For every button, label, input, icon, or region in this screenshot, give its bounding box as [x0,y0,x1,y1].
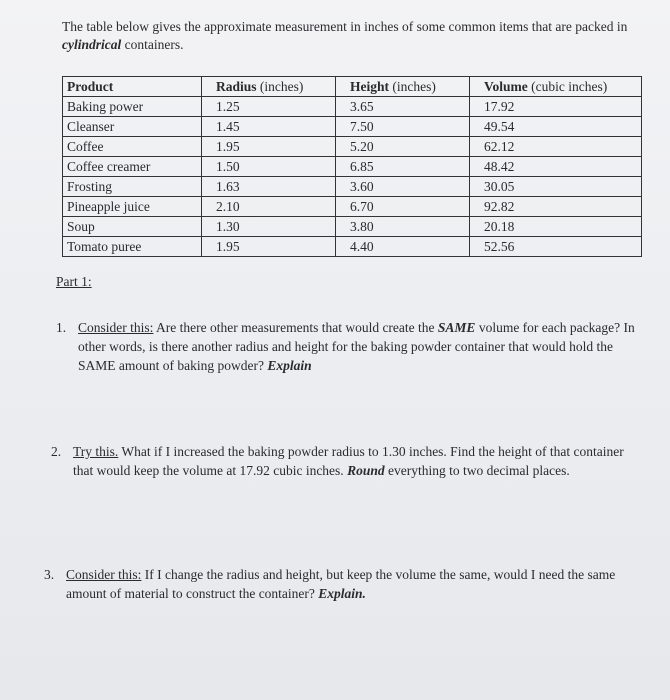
header-height: Height (inches) [336,77,470,97]
cell-radius: 1.25 [202,97,336,117]
question-number: 1. [56,320,67,335]
cell-product: Pineapple juice [63,197,202,217]
question-tail: Explain. [318,586,366,601]
cell-product: Coffee [63,137,202,157]
cell-radius: 1.63 [202,177,336,197]
question-label: Consider this: [66,567,142,582]
header-radius: Radius (inches) [202,77,336,97]
question-emphasis: Round [347,463,385,478]
question-2: 2. Try this. What if I increased the baking powder radius to 1.30 inches. Find the height of that container that would keep the volume at 17.92 cubic inches. Round everything to two decimal places. [51,444,624,478]
table-row [63,217,642,237]
cell-radius: 1.50 [202,157,336,177]
table-row [63,137,642,157]
cell-product: Soup [63,217,202,237]
cell-radius: 2.10 [202,197,336,217]
cell-volume: 30.05 [470,177,642,197]
cell-volume: 20.18 [470,217,642,237]
intro-emphasis: cylindrical [62,37,122,52]
cell-radius: 1.45 [202,117,336,137]
cell-height: 5.20 [336,137,470,157]
cell-volume: 62.12 [470,137,642,157]
cell-volume: 52.56 [470,237,642,257]
question-tail: Explain [267,358,312,373]
cell-height: 6.85 [336,157,470,177]
question-label: Consider this: [78,320,154,335]
intro-text: The table below gives the approximate measurement in inches of some common items that are packed in [62,19,628,34]
header-product: Product [63,77,202,97]
table-header-row [63,77,642,97]
cell-height: 6.70 [336,197,470,217]
table-row [63,237,642,257]
header-volume: Volume (cubic inches) [470,77,642,97]
measurement-table [62,76,642,257]
question-1: 1. Consider this: Are there other measurements that would create the SAME volume for each package? In other words, is there another radius and height for the baking powder container that would hold the SAME amount of baking powder? Explain [56,320,635,373]
cell-volume: 92.82 [470,197,642,217]
intro-text-end: containers. [121,37,184,52]
cell-product: Frosting [63,177,202,197]
table-row [63,157,642,177]
table-row [63,97,642,117]
cell-radius: 1.30 [202,217,336,237]
measurement-table-wrap [62,76,642,257]
question-number: 3. [44,567,55,582]
question-label: Try this. [73,444,119,459]
cell-height: 3.60 [336,177,470,197]
question-number: 2. [51,444,62,459]
cell-volume: 49.54 [470,117,642,137]
cell-volume: 17.92 [470,97,642,117]
cell-height: 3.65 [336,97,470,117]
cell-radius: 1.95 [202,237,336,257]
cell-radius: 1.95 [202,137,336,157]
cell-product: Baking power [63,97,202,117]
table-row [63,177,642,197]
table-row [63,197,642,217]
cell-product: Cleanser [63,117,202,137]
cell-height: 4.40 [336,237,470,257]
cell-volume: 48.42 [470,157,642,177]
intro-paragraph [62,18,632,54]
cell-product: Tomato puree [63,237,202,257]
cell-height: 7.50 [336,117,470,137]
question-emphasis: SAME [437,320,476,335]
table-row [63,117,642,137]
cell-product: Coffee creamer [63,157,202,177]
part-heading: Part 1: [56,274,92,289]
cell-height: 3.80 [336,217,470,237]
question-3: 3. Consider this: If I change the radius and height, but keep the volume the same, would I need the same amount of material to construct the container? Explain. [44,567,616,601]
